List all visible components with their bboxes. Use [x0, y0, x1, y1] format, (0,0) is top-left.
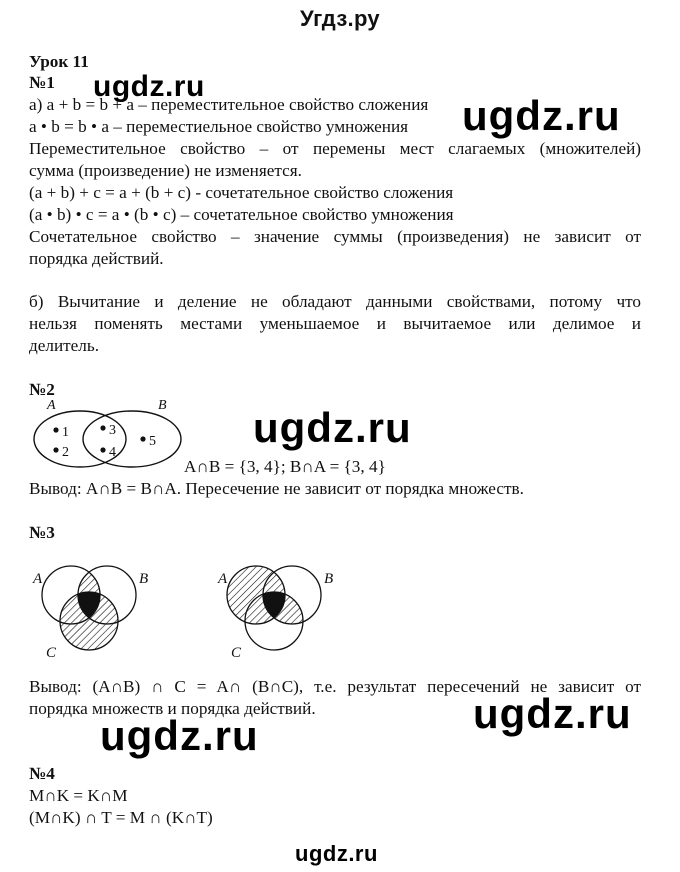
watermark: ugdz.ru: [93, 70, 205, 103]
task-4-line: (M∩K) ∩ T = M ∩ (K∩T): [29, 808, 213, 827]
svg-text:C: C: [46, 645, 57, 661]
task-1-line: a • b = b • a – переместиельное свойство умножения: [29, 117, 409, 136]
svg-text:B: B: [324, 571, 334, 587]
svg-text:A: A: [218, 571, 228, 587]
set-b-label: B: [158, 398, 167, 413]
task-1b-line: б) Вычитание и деление не обладают данными свойствами, потому что: [29, 292, 641, 311]
task-2-number: №2: [29, 380, 55, 399]
watermark: ugdz.ru: [462, 92, 621, 139]
svg-text:A: A: [33, 571, 43, 587]
svg-text:1: 1: [62, 425, 69, 440]
task-1-line: а) a + b = b + a – переместительное свойство сложения: [29, 95, 429, 114]
svg-text:4: 4: [109, 445, 116, 460]
svg-text:3: 3: [109, 423, 116, 438]
footer-watermark: ugdz.ru: [295, 841, 378, 866]
venn-diagram-right: [215, 565, 345, 665]
lesson-title: Урок 11: [29, 52, 89, 71]
watermark: ugdz.ru: [473, 690, 632, 737]
task-1-line: (a + b) + c = a + (b + c) - сочетательное свойство сложения: [29, 183, 454, 202]
svg-text:5: 5: [149, 434, 156, 449]
task-1-line: (a • b) • c = a • (b • c) – сочетательное свойство умножения: [29, 205, 454, 224]
svg-text:B: B: [139, 571, 149, 587]
set-a-label: A: [47, 398, 56, 413]
task-1-line: Переместительное свойство – от перемены мест слагаемых (множителей): [29, 139, 641, 158]
task-3-number: №3: [29, 523, 55, 542]
task-4-number: №4: [29, 764, 55, 783]
task-1-line: Сочетательное свойство – значение суммы (произведения) не зависит от: [29, 227, 641, 246]
site-title: Угдз.ру: [300, 6, 380, 31]
task-1-line: сумма (произведение) не изменяется.: [29, 161, 302, 180]
venn-diagram-two-sets: [25, 395, 190, 475]
task-3-conclusion: порядка множеств и порядка действий.: [29, 699, 316, 718]
task-3-conclusion: Вывод: (A∩B) ∩ C = A∩ (B∩C), т.е. результат пересечений не зависит от: [29, 677, 641, 696]
watermark: ugdz.ru: [253, 404, 412, 451]
svg-text:2: 2: [62, 445, 69, 460]
task-2-formula: A∩B = {3, 4}; B∩A = {3, 4}: [184, 457, 386, 476]
task-2-conclusion: Вывод: A∩B = B∩A. Пересечение не зависит от порядка множеств.: [29, 479, 524, 498]
task-1b-line: нельзя поменять местами уменьшаемое и вычитаемое или делимое и: [29, 314, 641, 333]
task-1-number: №1: [29, 73, 55, 92]
svg-text:C: C: [231, 645, 242, 661]
task-4-line: M∩K = K∩M: [29, 786, 128, 805]
task-1-line: порядка действий.: [29, 249, 164, 268]
watermark: ugdz.ru: [100, 712, 259, 759]
venn-diagram-left: [30, 565, 160, 665]
task-1b-line: делитель.: [29, 336, 100, 355]
